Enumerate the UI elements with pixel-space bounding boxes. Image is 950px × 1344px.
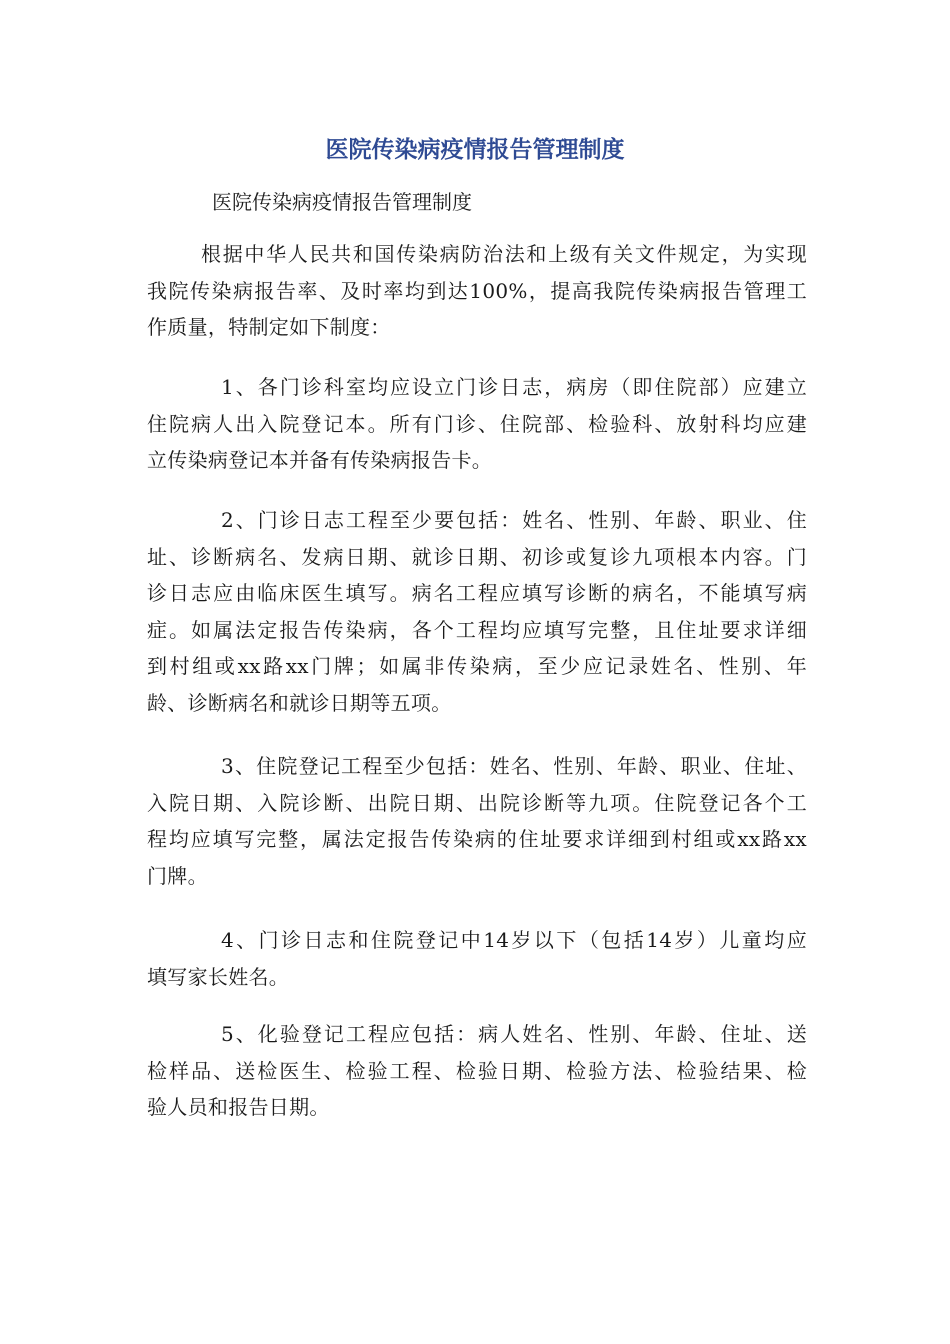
paragraph-line: 5、化验登记工程应包括：病人姓名、性别、年龄、住址、送 [221,1022,807,1046]
intro-paragraph [147,236,807,346]
paragraph-line: 填写家长姓名。 [147,964,290,989]
clause-2-paragraph [147,502,807,721]
paragraph-line: 住院病人出入院登记本。所有门诊、住院部、检验科、放射科均应建 [147,411,807,436]
clause-5-paragraph [147,1016,807,1126]
paragraph-line: 症。如属法定报告传染病，各个工程均应填写完整，且住址要求详细 [147,617,807,642]
paragraph-line: 4、门诊日志和住院登记中14岁以下（包括14岁）儿童均应 [221,928,807,952]
document-title: 医院传染病疫情报告管理制度 [325,137,625,163]
paragraph-line: 龄、诊断病名和就诊日期等五项。 [147,690,452,715]
clause-1-paragraph [147,369,807,479]
paragraph-line: 程均应填写完整，属法定报告传染病的住址要求详细到村组或xx路xx [147,827,807,851]
paragraph-line: 到村组或xx路xx门牌；如属非传染病，至少应记录姓名、性别、年 [147,654,807,678]
paragraph-line: 2、门诊日志工程至少要包括：姓名、性别、年龄、职业、住 [221,508,807,532]
paragraph-line: 入院日期、入院诊断、出院日期、出院诊断等九项。住院登记各个工 [147,790,807,815]
paragraph-line: 检样品、送检医生、检验工程、检验日期、检验方法、检验结果、检 [147,1058,807,1083]
paragraph-line: 验人员和报告日期。 [147,1095,330,1119]
paragraph-line: 根据中华人民共和国传染病防治法和上级有关文件规定，为实现 [201,242,807,266]
clause-3-paragraph [147,748,807,894]
paragraph-line: 3、住院登记工程至少包括：姓名、性别、年龄、职业、住址、 [221,754,807,778]
paragraph-line: 我院传染病报告率、及时率均到达100%，提高我院传染病报告管理工 [147,278,807,303]
document-subtitle: 医院传染病疫情报告管理制度 [212,190,472,214]
paragraph-line: 诊日志应由临床医生填写。病名工程应填写诊断的病名，不能填写病 [147,581,807,605]
paragraph-line: 1、各门诊科室均应设立门诊日志，病房（即住院部）应建立 [221,375,807,399]
paragraph-line: 作质量，特制定如下制度： [147,315,391,339]
paragraph-line: 立传染病登记本并备有传染病报告卡。 [147,448,493,472]
clause-4-paragraph [147,922,807,995]
paragraph-line: 门牌。 [147,863,208,888]
paragraph-line: 址、诊断病名、发病日期、就诊日期、初诊或复诊九项根本内容。门 [147,544,807,569]
